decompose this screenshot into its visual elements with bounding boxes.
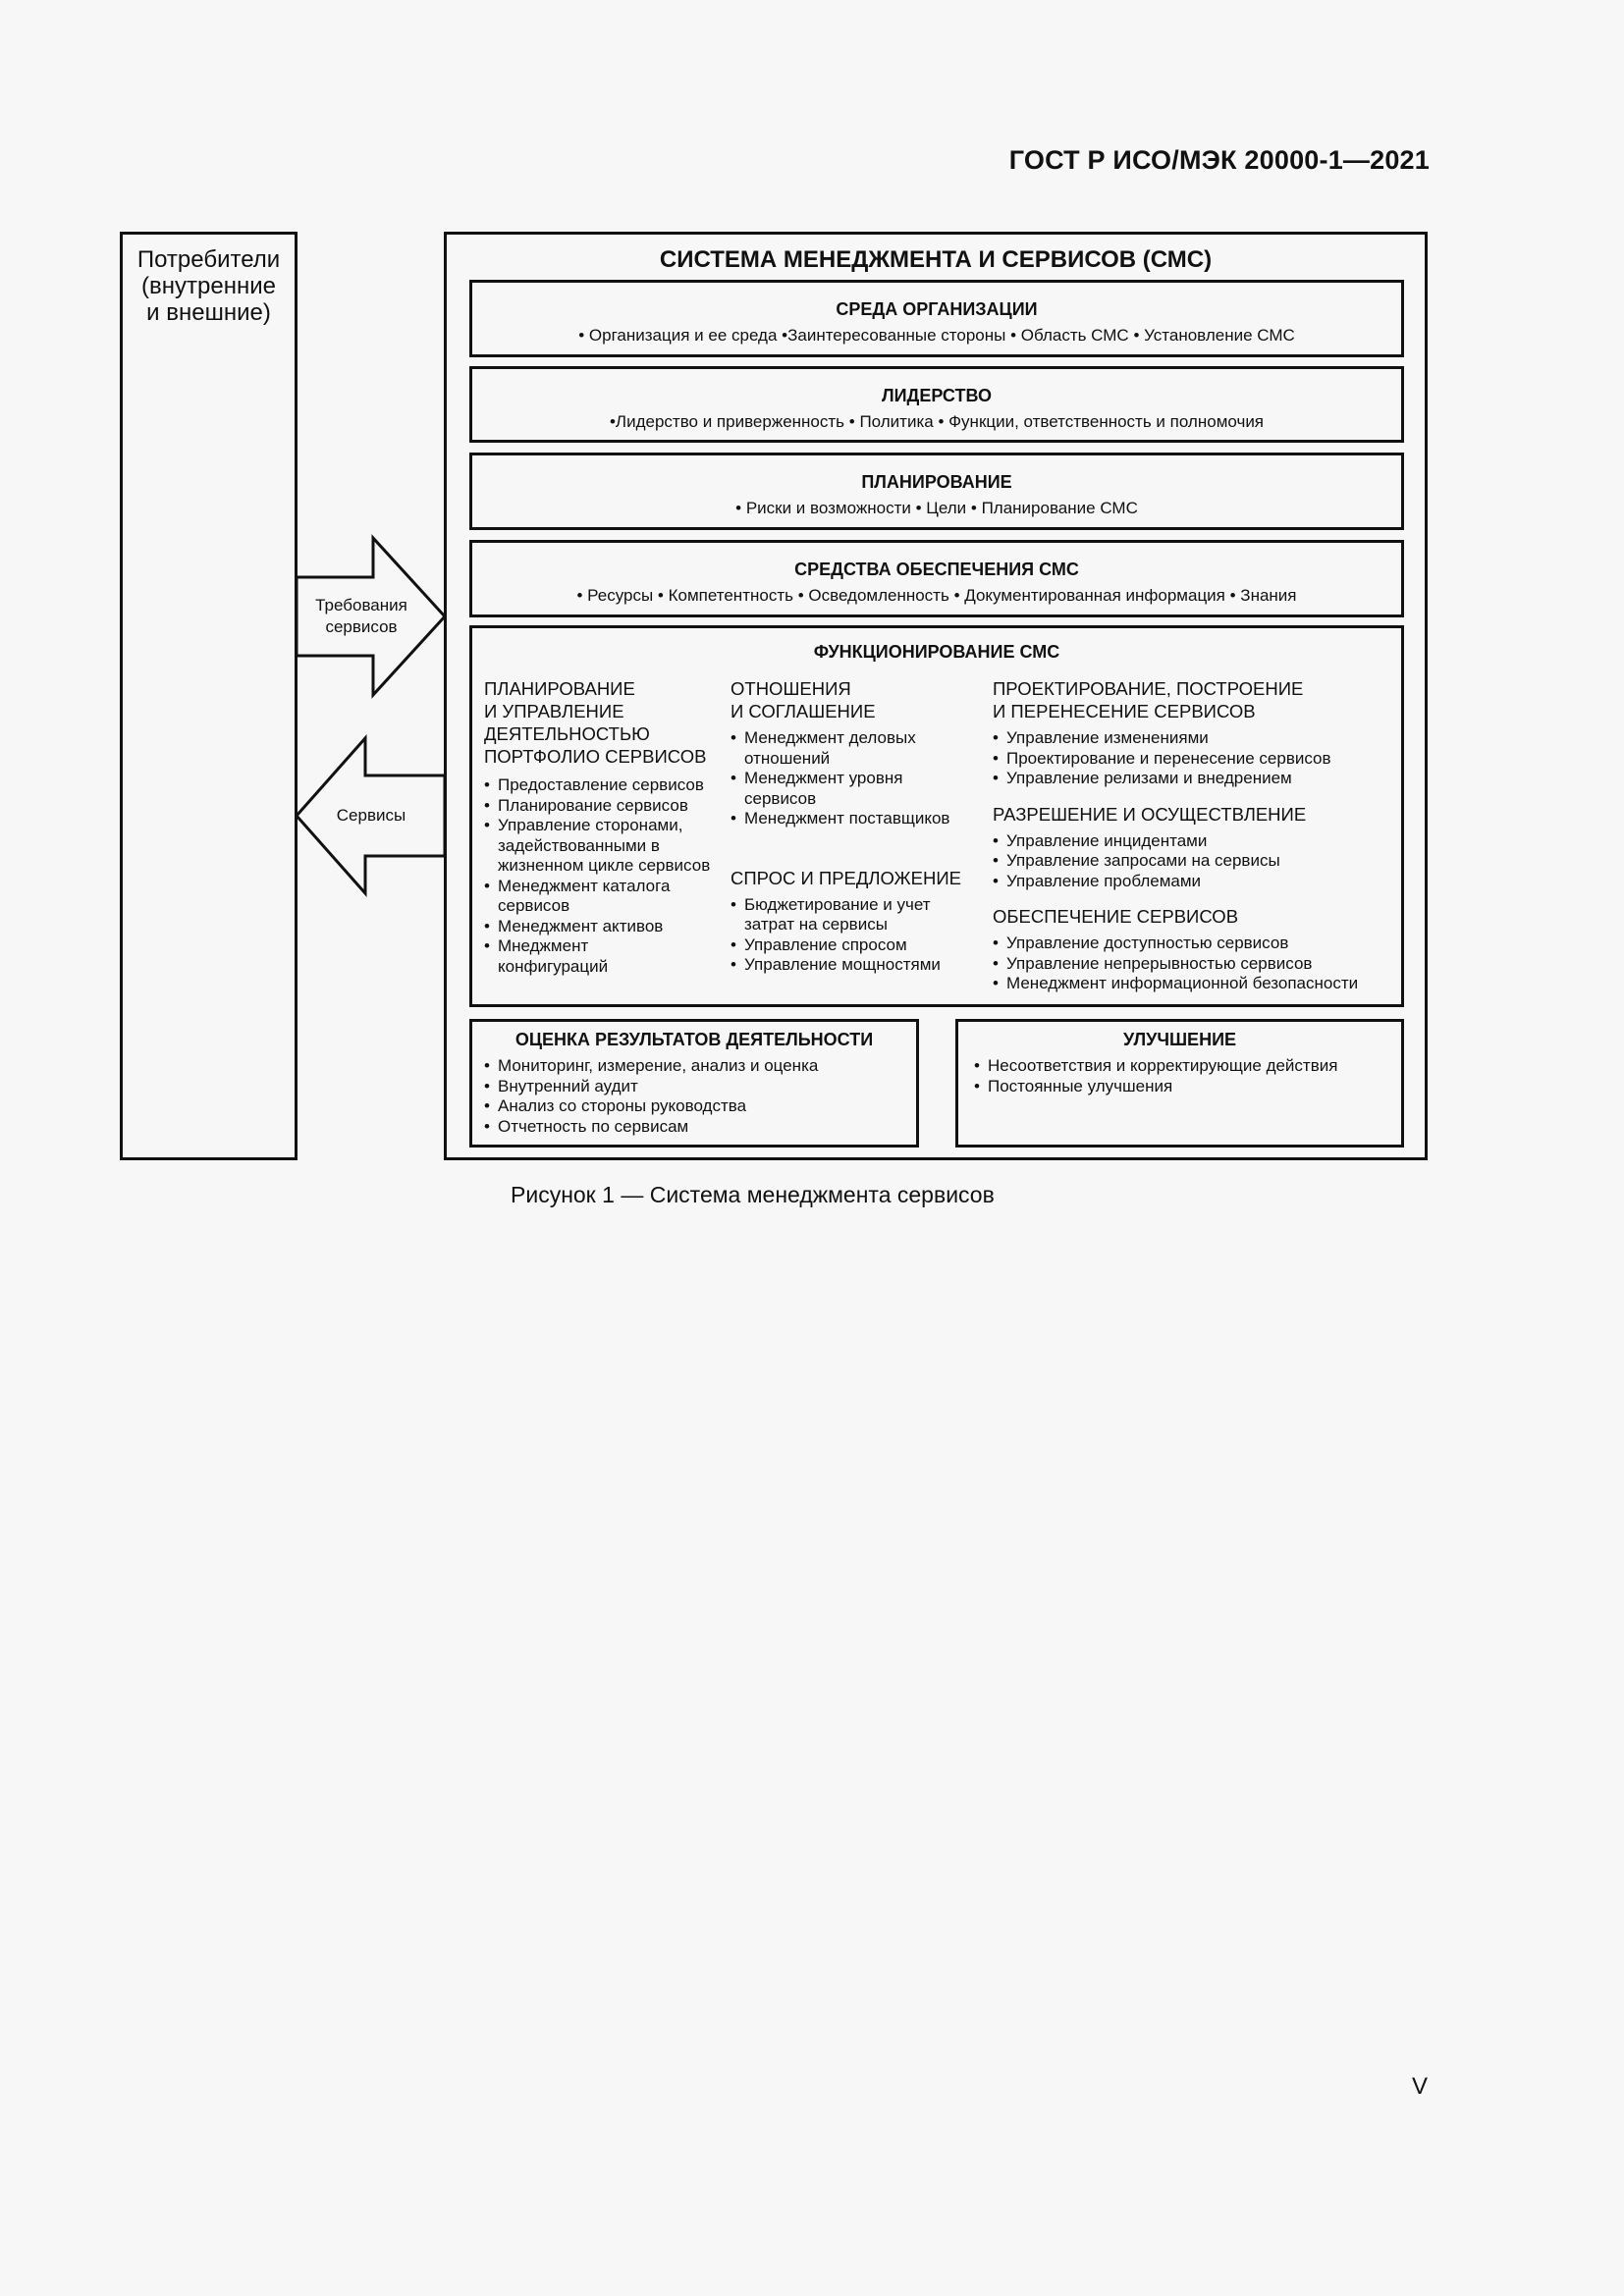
support-items: • Ресурсы • Компетентность • Осведомленность • Документированная информация • Знания (576, 586, 1297, 605)
list-item: • Управление запросами на сервисы (993, 851, 1400, 872)
design-heading: ПРОЕКТИРОВАНИЕ, ПОСТРОЕНИЕ И ПЕРЕНЕСЕНИЕ СЕРВИСОВ (993, 678, 1304, 721)
requirements-arrow-label: Требования сервисов (315, 596, 407, 636)
portfolio-heading: ПЛАНИРОВАНИЕ И УПРАВЛЕНИЕ ДЕЯТЕЛЬНОСТЬЮ ПОРТФОЛИО СЕРВИСОВ (484, 678, 707, 767)
context-section (469, 280, 1404, 357)
design-column (993, 677, 1400, 994)
planning-title: ПЛАНИРОВАНИЕ (861, 472, 1012, 492)
portfolio-list (484, 775, 728, 977)
list-item: • Управление релизами и внедрением (993, 769, 1400, 789)
list-item: • Менеджмент каталога сервисов (484, 877, 728, 917)
list-item: • Управление инцидентами (993, 831, 1400, 852)
list-item: • Бюджетирование и учет затрат на сервисы (731, 895, 960, 935)
list-item: • Несоответствия и корректирующие действия (974, 1056, 1401, 1077)
leadership-title: ЛИДЕРСТВО (881, 386, 993, 405)
services-arrow-label: Сервисы (336, 806, 406, 825)
list-item: • Управление изменениями (993, 728, 1400, 749)
leadership-section (469, 366, 1404, 443)
list-item: • Менеджмент деловых отношений (731, 728, 941, 769)
list-item: • Проектирование и перенесение сервисов (993, 749, 1400, 770)
planning-section (469, 453, 1404, 530)
context-items: • Организация и ее среда •Заинтересованные стороны • Область СМС • Установление СМС (578, 326, 1295, 345)
list-item: • Менеджмент уровня сервисов (731, 769, 941, 809)
support-title: СРЕДСТВА ОБЕСПЕЧЕНИЯ СМС (794, 560, 1079, 579)
assurance-list (993, 934, 1400, 994)
operation-section (469, 625, 1404, 1007)
list-item: • Мониторинг, измерение, анализ и оценка (484, 1056, 916, 1077)
consumers-label: Потребители (внутренние и внешние) (136, 246, 281, 326)
resolution-heading: РАЗРЕШЕНИЕ И ОСУЩЕСТВЛЕНИЕ (993, 803, 1307, 825)
improvement-section (955, 1019, 1404, 1148)
relationship-column (731, 677, 966, 976)
page-number: V (1412, 2073, 1429, 2100)
supply-heading: СПРОС И ПРЕДЛОЖЕНИЕ (731, 867, 961, 888)
list-item: • Менеджмент информационной безопасности (993, 974, 1400, 994)
list-item: • Анализ со стороны руководства (484, 1096, 916, 1117)
evaluation-section (469, 1019, 919, 1148)
supply-list (731, 895, 966, 976)
list-item: • Менеджмент активов (484, 917, 728, 937)
assurance-heading: ОБЕСПЕЧЕНИЕ СЕРВИСОВ (993, 906, 1239, 927)
evaluation-title: ОЦЕНКА РЕЗУЛЬТАТОВ ДЕЯТЕЛЬНОСТИ (514, 1030, 874, 1049)
list-item: • Управление проблемами (993, 872, 1400, 892)
list-item: • Постоянные улучшения (974, 1077, 1401, 1097)
consumers-box (120, 232, 298, 1160)
list-item: • Управление доступностью сервисов (993, 934, 1400, 954)
list-item: • Планирование сервисов (484, 796, 728, 817)
list-item: • Управление сторонами, задействованными в жизненном цикле сервисов (484, 816, 728, 877)
list-item: • Мнеджмент конфигураций (484, 936, 645, 977)
improvement-list (974, 1056, 1401, 1096)
arrows-graphic (295, 530, 452, 903)
list-item: • Управление непрерывностью сервисов (993, 954, 1400, 975)
resolution-list (993, 831, 1400, 892)
support-section (469, 540, 1404, 617)
list-item: • Менеджмент поставщиков (731, 809, 966, 829)
portfolio-column (484, 677, 728, 977)
sms-system-box (444, 232, 1428, 1160)
list-item: • Управление спросом (731, 935, 966, 956)
figure-caption: Рисунок 1 — Система менеджмента сервисов (511, 1182, 995, 1207)
evaluation-list (484, 1056, 916, 1137)
list-item: • Внутренний аудит (484, 1077, 916, 1097)
list-item: • Отчетность по сервисам (484, 1117, 916, 1138)
leadership-items: •Лидерство и приверженность • Политика • Функции, ответственность и полномочия (609, 412, 1265, 431)
planning-items: • Риски и возможности • Цели • Планирование СМС (735, 499, 1138, 517)
design-list (993, 728, 1400, 789)
operation-title: ФУНКЦИОНИРОВАНИЕ СМС (813, 642, 1060, 662)
improvement-title: УЛУЧШЕНИЕ (1122, 1030, 1237, 1049)
list-item: • Предоставление сервисов (484, 775, 728, 796)
relationship-heading: ОТНОШЕНИЯ И СОГЛАШЕНИЕ (731, 678, 876, 721)
list-item: • Управление мощностями (731, 955, 966, 976)
document-header: ГОСТ Р ИСО/МЭК 20000-1—2021 (1008, 145, 1430, 175)
relationship-list (731, 728, 966, 829)
context-title: СРЕДА ОРГАНИЗАЦИИ (836, 299, 1038, 319)
sms-title: СИСТЕМА МЕНЕДЖМЕНТА И СЕРВИСОВ (СМС) (659, 246, 1213, 273)
